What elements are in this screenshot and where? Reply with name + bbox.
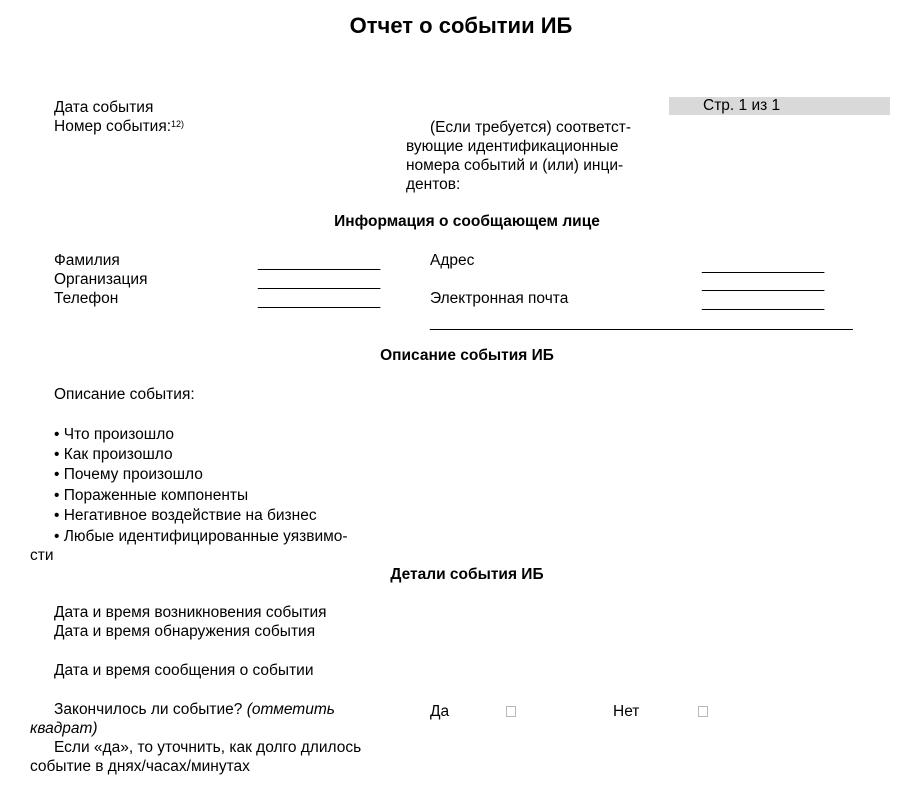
event-date-label: Дата события bbox=[54, 99, 154, 116]
occurred-label: Дата и время возникновения события bbox=[54, 604, 327, 621]
address-label: Адрес bbox=[430, 252, 475, 269]
address-field-2[interactable]: _______________ bbox=[702, 275, 824, 292]
yes-checkbox[interactable] bbox=[506, 706, 516, 717]
related-ids-line-1: (Если требуется) соответст- bbox=[430, 119, 632, 136]
description-intro: Описание события: bbox=[54, 386, 195, 403]
surname-label: Фамилия bbox=[54, 252, 120, 269]
email-field[interactable]: _______________ bbox=[702, 294, 824, 311]
related-ids-line-3: номера событий и (или) инци- bbox=[406, 157, 624, 174]
duration-line-1: Если «да», то уточнить, как долго длилось bbox=[54, 739, 362, 756]
email-label: Электронная почта bbox=[430, 290, 569, 307]
related-ids-line-2: вующие идентификационные bbox=[406, 138, 619, 155]
duration-line-2: событие в днях/часах/минутах bbox=[30, 758, 250, 775]
detected-label: Дата и время обнаружения события bbox=[54, 623, 316, 640]
surname-field[interactable]: _______________ bbox=[258, 254, 380, 271]
bullet-item-3: • Почему произошло bbox=[54, 466, 203, 483]
page-indicator: Стр. 1 из 1 bbox=[669, 97, 890, 115]
ended-question: Закончилось ли событие? (отметить bbox=[54, 701, 335, 718]
bullet-item-5: • Негативное воздействие на бизнес bbox=[54, 507, 317, 524]
bullet-item-1: • Что произошло bbox=[54, 426, 175, 443]
event-number-label: Номер события:$^{12)}$ bbox=[54, 118, 185, 135]
reported-label: Дата и время сообщения о событии bbox=[54, 662, 314, 679]
related-ids-line-4: дентов: bbox=[406, 176, 461, 193]
yes-label: Да bbox=[430, 703, 450, 720]
description-section-heading: Описание события ИБ bbox=[380, 347, 554, 364]
phone-label: Телефон bbox=[54, 290, 119, 307]
ended-hint-wrap: квадрат) bbox=[30, 720, 98, 737]
bullet-item-2: • Как произошло bbox=[54, 446, 173, 463]
no-label: Нет bbox=[613, 703, 640, 720]
page-title: Отчет о событии ИБ bbox=[349, 13, 573, 38]
address-field-1[interactable]: _______________ bbox=[702, 257, 824, 274]
organization-label: Организация bbox=[54, 271, 148, 288]
details-section-heading: Детали события ИБ bbox=[390, 566, 544, 583]
reporter-section-heading: Информация о сообщающем лице bbox=[334, 213, 600, 230]
bullet-item-6: • Любые идентифицированные уязвимо- bbox=[54, 528, 348, 545]
bullet-item-6-wrap: сти bbox=[30, 547, 54, 564]
phone-field[interactable]: _______________ bbox=[258, 292, 380, 309]
organization-field[interactable]: _______________ bbox=[258, 273, 380, 290]
footnote-marker: 12) bbox=[171, 119, 185, 129]
email-field-long[interactable]: ____________________________________________________ bbox=[430, 314, 853, 331]
no-checkbox[interactable] bbox=[698, 706, 708, 717]
bullet-item-4: • Пораженные компоненты bbox=[54, 487, 249, 504]
